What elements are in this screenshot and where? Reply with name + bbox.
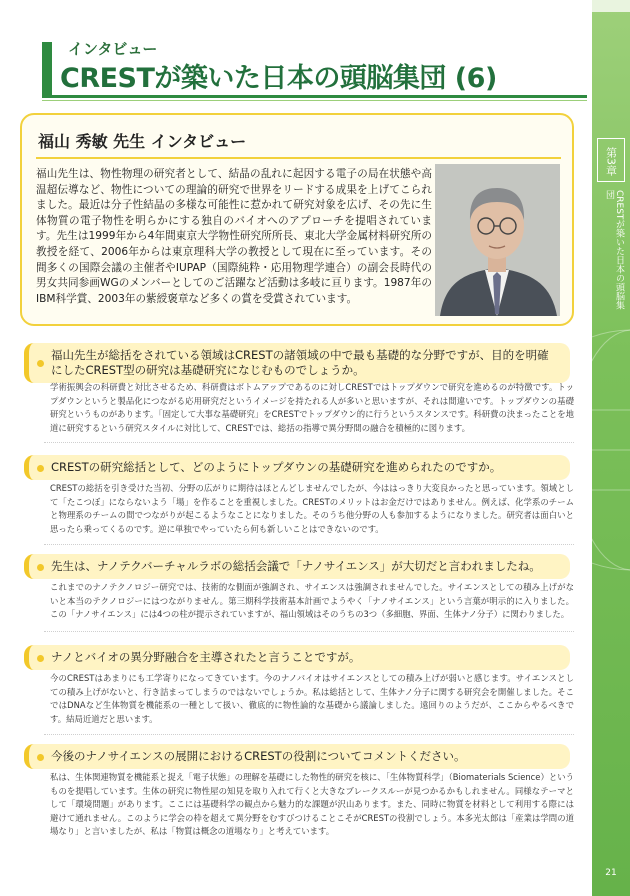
- portrait-photo: [435, 164, 560, 316]
- section-separator: [44, 442, 574, 443]
- answer-1: 学術振興会の科研費と対比させるため、科研費はボトムアップであるのに対しCRESTではトップダウンで研究を進めるのが特徴です。トップダウンというと製品化につながる応用研究だというイメージを持たれる人が多いと思いますが、それは間違いです。トップダウンの基礎研究というものがあります。「固定して大事な基礎研究」をCRESTでトップダウン的に行うというスタンスです。科研費の決まったことを地道に研究するという研究スタイルに対比して、CRESTでは、総括の指導で異分野間の融合を積極的に図ります。: [50, 382, 574, 433]
- question-2: CRESTの研究総括として、どのようにトップダウンの基礎研究を進められたのですか。: [24, 455, 570, 480]
- answer-4: 今のCRESTはあまりにも工学寄りになってきています。今のナノバイオはサイエンスとしての積み上げが弱いと感じます。サイエンスとしての積み上げがないと、行き詰まってしまうのではないでしょうか。私は総括として、生体ナノ分子に関する研究会を開催しました。そこではDNAなど生体物質を機能系の一種として扱い、徹底的に物性論的な基礎から議論しました。遠回りのようだが、ここからやるべきです。結局近道だと思います。: [50, 673, 574, 724]
- question-4: ナノとバイオの異分野融合を主導されたと言うことですが。: [24, 645, 570, 670]
- title-rule: [42, 95, 587, 98]
- answer-3: これまでのナノテクノロジー研究では、技術的な側面が強調され、サイエンスは強調されませんでした。サイエンスとしての積み上げがないと本当のテクノロジーにはつながりません。第三期科学技術基本計画でようやく「ナノサイエンス」という言葉が明示的に入りました。この「ナノサイエンス」には4つの柱が提示されていますが、福山領域はそのうちの3つ（多細胞、界面、生体ナノ分子）に関わりました。: [50, 582, 574, 619]
- question-3: 先生は、ナノテクバーチャルラボの総括会議で「ナノサイエンス」が大切だと言われましたね。: [24, 554, 570, 579]
- answer-5: 私は、生体関連物質を機能系と捉え「電子状態」の理解を基礎にした物性的研究を核に、「生体物質科学」（Biomaterials Science）というものを提唱しています。生体の研究に物性屋の知見を取り入れて行くと大きなブレークスルーが見つかるかもしれません。同様なテーマとして「環境問題」があります。ここには基礎科学の観点から魅力的な課題が沢山あります。また、同時に物質を材料として利用する際には避けて通れません。このように学会の枠を超えて異分野をむすびつけることこそがCRESTの役割でしょう。本多光太郎は「産業は学問の道場なり」と言いましたが、私は「物質は概念の道場なり」と考えています。: [50, 772, 574, 836]
- chapter-label: 第3章: [597, 138, 625, 182]
- globe-decoration-icon: [592, 300, 630, 600]
- answer-2: CRESTの総括を引き受けた当初、分野の広がりに期待はほとんどしませんでしたが、今ははっきり大変良かったと思っています。領域として「たこつぼ」にならないよう「場」を作ることを重視しました。CRESTのメリットはお金だけではありません。例えば、化学系のチームと物理系のチームの間でつながりが起こるようなことになりました。そのうち他分野の人も参加するようになりました。研究者は面白いと思ったら乗ってくるのです。逆に単独でやっていたら何も新しいことはできないのです。: [50, 483, 574, 534]
- portrait-illustration-icon: [435, 164, 560, 316]
- chapter-sidebar: [592, 0, 630, 896]
- question-5: 今後のナノサイエンスの展開におけるCRESTの役割についてコメントください。: [24, 744, 570, 769]
- section-separator: [44, 631, 574, 632]
- question-1: 福山先生が総括をされている領域はCRESTの諸領域の中で最も基礎的な分野ですが、目的を明確にしたCREST型の研究は基礎研究になじむものでしょうか。: [24, 343, 570, 383]
- page-number: 21: [605, 868, 617, 878]
- intro-heading: 福山 秀敏 先生 インタビュー: [38, 132, 247, 151]
- title-rule-thin: [42, 100, 587, 101]
- intro-divider: [36, 157, 561, 159]
- sidebar-top-strip: [592, 0, 630, 12]
- intro-text: 福山先生は、物性物理の研究者として、結晶の乱れに起因する電子の局在状態や高温超伝導など、物性についての理論的研究で世界をリードする成果を上げてこられました。最近は分子性結晶の多様な可能性に惹かれて研究対象を広げ、その先に生体物質の電子物性を明らかにする独自のバイオへのアプローチを提唱されています。先生は1999年から4年間東京大学物性研究所所長、東北大学金属材料研究所の教授を経て、2006年からは東京理科大学の教授として現在に至っています。その間多くの国際会議の主催者やIUPAP（国際純粋・応用物理学連合）の副会長時代の男女共同参画WGのメンバーとしてのご活躍など活動は多岐に亘ります。1987年のIBM科学賞、2003年の紫綬褒章など多くの賞を受賞されています。: [36, 168, 432, 305]
- section-kicker: インタビュー: [68, 40, 158, 58]
- intro-box: [20, 113, 574, 326]
- page-title: CRESTが築いた日本の頭脳集団 (6): [60, 63, 497, 94]
- title-accent-bar: [42, 42, 52, 97]
- chapter-vertical-title: CRESTが築いた日本の頭脳集団: [604, 190, 624, 310]
- section-separator: [44, 734, 574, 735]
- section-separator: [44, 544, 574, 545]
